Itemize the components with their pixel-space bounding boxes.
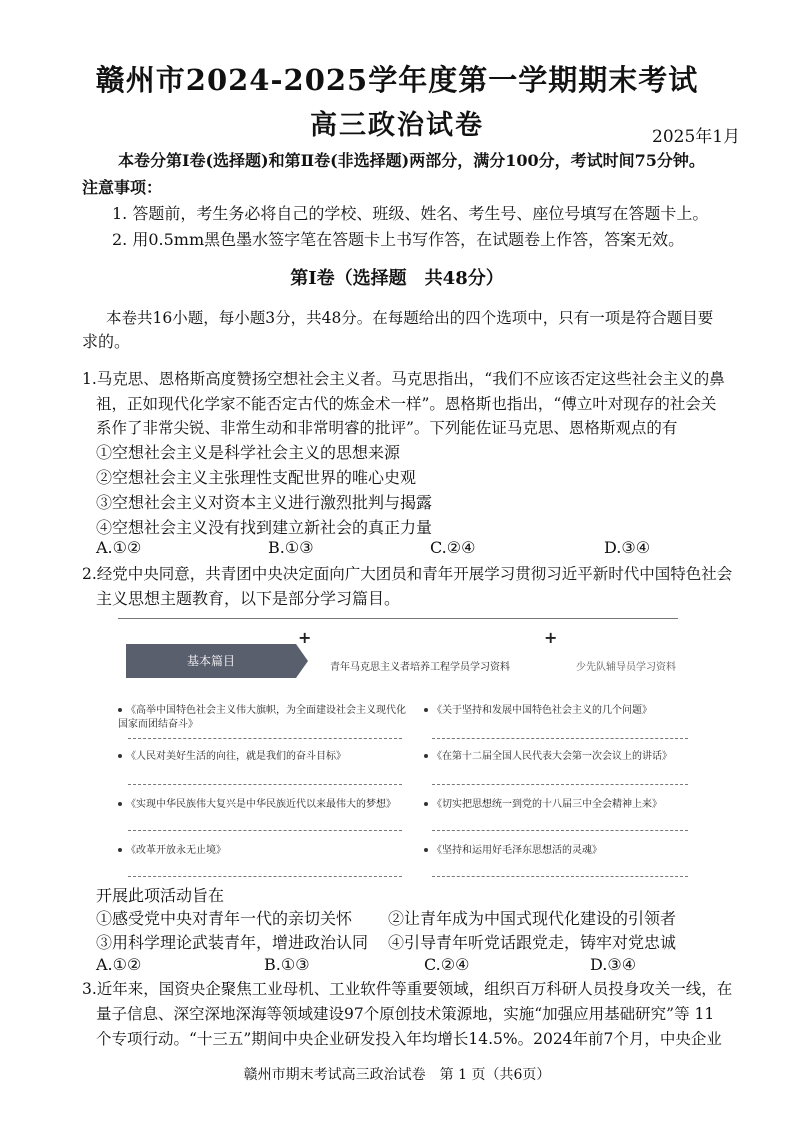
q2-item-2: ②让青年成为中国式现代化建设的引领者 [388, 909, 677, 928]
divider [432, 784, 688, 785]
exam-date: 2025年1月 [652, 127, 741, 147]
q1-stem-2: 祖，正如现代化学家不能否定古代的炼金术一样”。恩格斯也指出，“傅立叶对现存的社会关 [96, 395, 717, 413]
q3-stem-3: 个专项行动。“十三五”期间中央企业研发投入年均增长14.5%。2024年前7个月，中央企业 [96, 1030, 722, 1048]
divider [128, 876, 402, 877]
q1-option-d: D.③④ [604, 538, 651, 557]
notice-label: 注意事项： [82, 178, 163, 197]
divider [128, 784, 402, 785]
q2-item-3: ③用科学理论武装青年，增进政治认同 [96, 933, 369, 952]
q1-option-a: A.①② [96, 538, 142, 557]
q1-option-c: C.②④ [430, 538, 476, 557]
left-article-2: 《人民对美好生活的向往，就是我们的奋斗目标》 [118, 750, 408, 764]
q1-stem-1: 1.马克思、恩格斯高度赞扬空想社会主义者。马克思指出，“我们不应该否定这些社会主义的鼻 [82, 370, 725, 388]
right-article-3: 《切实把思想统一到党的十八届三中全会精神上来》 [424, 798, 714, 812]
q2-option-a: A.①② [96, 955, 142, 974]
notice-item-2: 2. 用0.5mm黑色墨水签字笔在答题卡上书写作答，在试题卷上作答，答案无效。 [112, 230, 685, 249]
divider [432, 876, 688, 877]
q1-item-3: ③空想社会主义对资本主义进行激烈批判与揭露 [96, 493, 433, 512]
divider [432, 830, 688, 831]
q1-item-2: ②空想社会主义主张理性支配世界的唯心史观 [96, 468, 417, 487]
right-article-1: 《关于坚持和发展中国特色社会主义的几个问题》 [424, 704, 714, 718]
q1-option-b: B.①③ [268, 538, 314, 557]
q1-item-4: ④空想社会主义没有找到建立新社会的真正力量 [96, 518, 433, 537]
right-article-4: 《坚持和运用好毛泽东思想活的灵魂》 [424, 844, 714, 858]
q2-stem-1: 2.经党中央同意，共青团中央决定面向广大团员和青年开展学习贯彻习近平新时代中国特色社会 [82, 565, 733, 583]
q2-option-c: C.②④ [424, 955, 470, 974]
q2-item-4: ④引导青年听党话跟党走，铸牢对党忠诚 [388, 933, 677, 952]
left-article-3: 《实现中华民族伟大复兴是中华民族近代以来最伟大的梦想》 [118, 798, 408, 812]
q2-stem-2: 主义思想主题教育，以下是部分学习篇目。 [96, 589, 401, 608]
study-list-figure [118, 618, 718, 886]
tab-arrow [296, 644, 308, 678]
q2-lead: 开展此项活动旨在 [96, 886, 225, 905]
young-pioneer-materials-heading: 少先队辅导员学习资料 [576, 662, 676, 673]
left-article-1: 《高举中国特色社会主义伟大旗帜，为全面建设社会主义现代化国家而团结奋斗》 [118, 705, 406, 730]
basic-articles-tab: 基本篇目 [126, 644, 296, 678]
divider [128, 830, 402, 831]
q3-stem-2: 量子信息、深空深地深海等领域建设97个原创技术策源地，实施“加强应用基础研究”等 11 [96, 1005, 715, 1023]
divider [432, 738, 688, 739]
q1-item-1: ①空想社会主义是科学社会主义的思想来源 [96, 443, 401, 462]
q1-stem-3: 系作了非常尖锐、非常生动和非常明睿的批评”。下列能佐证马克思、恩格斯观点的有 [96, 419, 678, 437]
page-footer: 赣州市期末考试高三政治试卷 第 1 页（共6页） [243, 1067, 551, 1083]
exam-subtitle: 高三政治试卷 [310, 110, 484, 141]
plus-icon: + [298, 628, 312, 647]
figure-top-rule [118, 618, 678, 619]
plus-icon: + [544, 628, 558, 647]
q3-stem-1: 3.近年来，国资央企聚焦工业母机、工业软件等重要领域，组织百万科研人员投身攻关一线，在 [82, 980, 733, 998]
exam-title: 赣州市2024-2025学年度第一学期期末考试 [95, 63, 699, 97]
section-title: 第Ⅰ卷（选择题 共48分） [290, 268, 504, 289]
right-article-2: 《在第十二届全国人民代表大会第一次会议上的讲话》 [424, 750, 714, 764]
notice-item-1: 1. 答题前，考生务必将自己的学校、班级、姓名、考生号、座位号填写在答题卡上。 [112, 204, 709, 223]
q2-option-d: D.③④ [590, 955, 637, 974]
left-article-4: 《改革开放永无止境》 [118, 844, 408, 858]
youth-marxist-materials-heading: 青年马克思主义者培养工程学员学习资料 [330, 662, 510, 673]
section-instruction-2: 求的。 [82, 332, 131, 351]
section-instruction-1: 本卷共16小题，每小题3分，共48分。在每题给出的四个选项中，只有一项是符合题目要 [106, 309, 714, 327]
paper-note: 本卷分第Ⅰ卷(选择题)和第Ⅱ卷(非选择题)两部分，满分100分，考试时间75分钟。 [118, 151, 705, 170]
q2-option-b: B.①③ [264, 955, 310, 974]
q2-item-1: ①感受党中央对青年一代的亲切关怀 [96, 909, 353, 928]
divider [128, 738, 402, 739]
